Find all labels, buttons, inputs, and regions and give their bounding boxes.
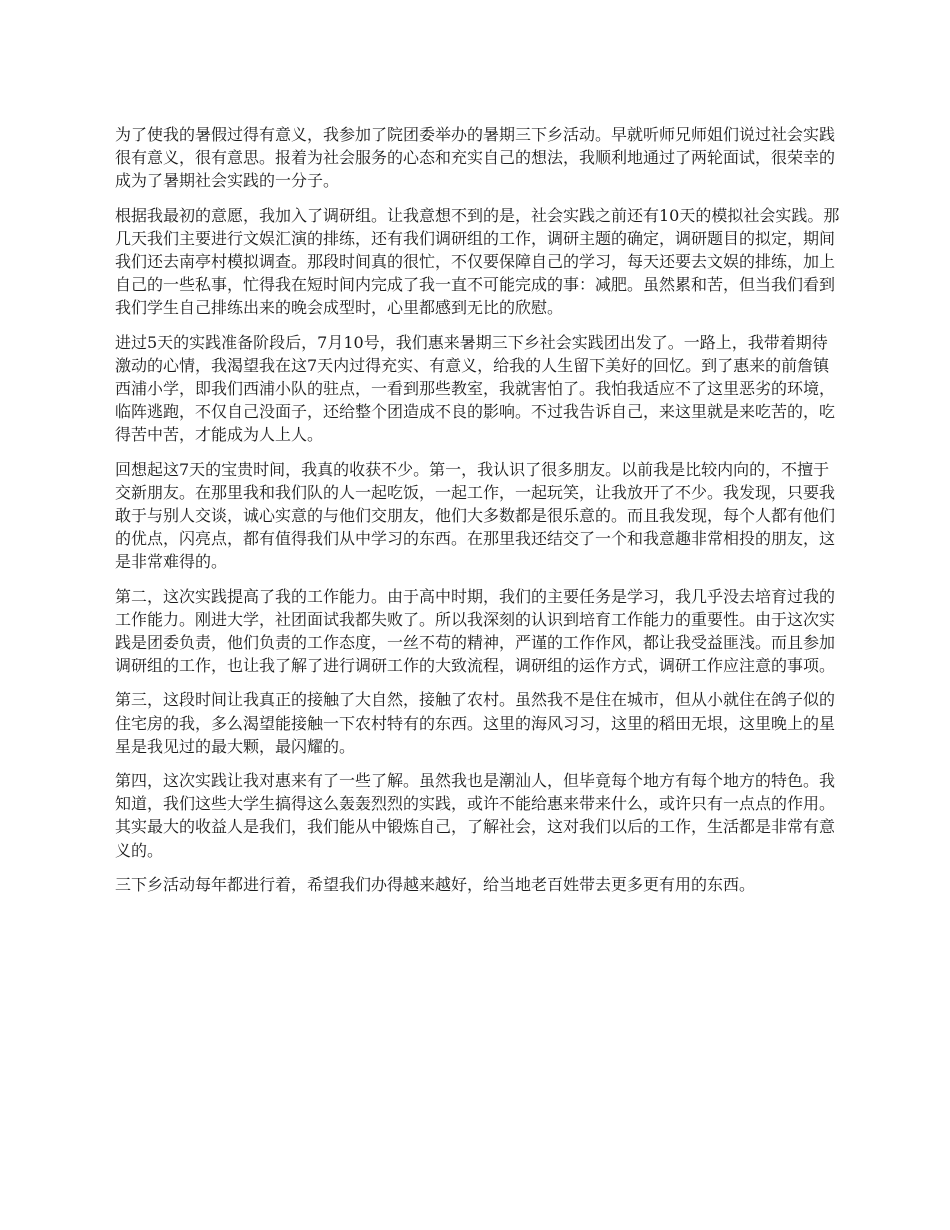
- paragraph-1: 为了使我的暑假过得有意义，我参加了院团委举办的暑期三下乡活动。早就听师兄师姐们说过社会实践很有意义，很有意思。报着为社会服务的心态和充实自己的想法，我顺利地通过了两轮面试，很荣幸的成为了暑期社会实践的一分子。: [115, 125, 836, 191]
- paragraph-6: 第三，这段时间让我真正的接触了大自然，接触了农村。虽然我不是住在城市，但从小就住在鸽子似的住宅房的我，多么渴望能接触一下农村特有的东西。这里的海风习习，这里的稻田无垠，这里晚上的星星是我见过的最大颗，最闪耀的。: [115, 690, 836, 756]
- paragraph-7: 第四，这次实践让我对惠来有了一些了解。虽然我也是潮汕人，但毕竟每个地方有每个地方的特色。我知道，我们这些大学生搞得这么轰轰烈烈的实践，或许不能给惠来带来什么，或许只有一点点的作用。其实最大的收益人是我们，我们能从中锻炼自己，了解社会，这对我们以后的工作，生活都是非常有意义的。: [115, 771, 836, 860]
- paragraph-4: 回想起这7天的宝贵时间，我真的收获不少。第一，我认识了很多朋友。以前我是比较内向的，不擅于交新朋友。在那里我和我们队的人一起吃饭，一起工作，一起玩笑，让我放开了不少。我发现，只要我敢于与别人交谈，诚心实意的与他们交朋友，他们大多数都是很乐意的。而且我发现，每个人都有他们的优点，闪亮点，都有值得我们从中学习的东西。在那里我还结交了一个和我意趣非常相投的朋友，这是非常难得的。: [115, 459, 836, 572]
- document-page: [115, 123, 842, 907]
- paragraph-3: 进过5天的实践准备阶段后，7月10号，我们惠来暑期三下乡社会实践团出发了。一路上，我带着期待激动的心情，我渴望我在这7天内过得充实、有意义，给我的人生留下美好的回忆。到了惠来的前詹镇西浦小学，即我们西浦小队的驻点，一看到那些教室，我就害怕了。我怕我适应不了这里恶劣的环境，临阵逃跑，不仅自己没面子，还给整个团造成不良的影响。不过我告诉自己，来这里就是来吃苦的，吃得苦中苦，才能成为人上人。: [115, 332, 836, 445]
- paragraph-5: 第二，这次实践提高了我的工作能力。由于高中时期，我们的主要任务是学习，我几乎没去培育过我的工作能力。刚进大学，社团面试我都失败了。所以我深刻的认识到培育工作能力的重要性。由于这次实践是团委负责，他们负责的工作态度，一丝不苟的精神，严谨的工作作风，都让我受益匪浅。而且参加调研组的工作，也让我了解了进行调研工作的大致流程，调研组的运作方式，调研工作应注意的事项。: [115, 586, 836, 676]
- paragraph-8: 三下乡活动每年都进行着，希望我们办得越来越好，给当地老百姓带去更多更有用的东西。: [115, 874, 756, 894]
- paragraph-2: 根据我最初的意愿，我加入了调研组。让我意想不到的是，社会实践之前还有10天的模拟社会实践。那几天我们主要进行文娱汇演的排练，还有我们调研组的工作，调研主题的确定，调研题目的拟定，期间我们还去南亭村模拟调查。那段时间真的很忙，不仅要保障自己的学习，每天还要去文娱的排练，加上自己的一些私事，忙得我在短时间内完成了我一直不可能完成的事：减肥。虽然累和苦，但当我们看到我们学生自己排练出来的晚会成型时，心里都感到无比的欣慰。: [115, 205, 840, 318]
